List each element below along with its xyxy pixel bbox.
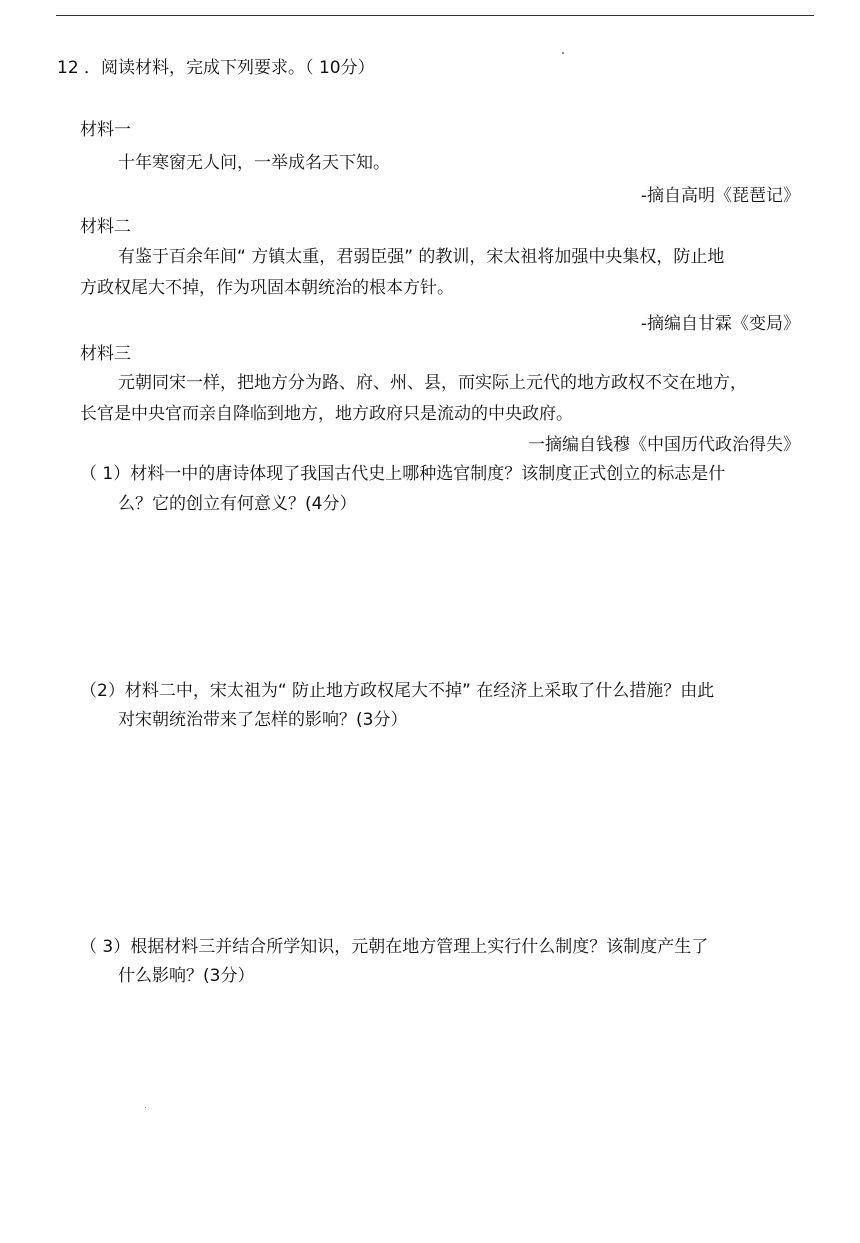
material-2-text-line-2: 方政权尾大不掉，作为巩固本朝统治的根本方针。 bbox=[80, 278, 454, 298]
subquestion-1-line-2: 么？它的创立有何意义？(4分） bbox=[118, 494, 357, 514]
subquestion-2-line-2: 对宋朝统治带来了怎样的影响？(3分） bbox=[118, 710, 408, 730]
material-1-label: 材料一 bbox=[80, 120, 131, 140]
material-2-source: -摘编自甘霖《变局》 bbox=[640, 314, 800, 334]
material-1-source: -摘自高明《琵琶记》 bbox=[640, 186, 800, 206]
material-2-label: 材料二 bbox=[80, 217, 131, 237]
material-1-text: 十年寒窗无人问，一举成名天下知。 bbox=[118, 153, 390, 173]
material-3-text-line-2: 长官是中央官而亲自降临到地方，地方政府只是流动的中央政府。 bbox=[80, 404, 573, 424]
top-rule bbox=[56, 15, 814, 16]
material-3-text-line-1: 元朝同宋一样，把地方分为路、府、州、县，而实际上元代的地方政权不交在地方， bbox=[118, 373, 747, 393]
material-2-text-line-1: 有鉴于百余年间“ 方镇太重，君弱臣强” 的教训，宋太祖将加强中央集权，防止地 bbox=[118, 247, 725, 267]
subquestion-1-line-1: （ 1）材料一中的唐诗体现了我国古代史上哪种选官制度？该制度正式创立的标志是什 bbox=[80, 464, 726, 484]
subquestion-3-line-1: （ 3）根据材料三并结合所学知识，元朝在地方管理上实行什么制度？该制度产生了 bbox=[80, 937, 709, 957]
subquestion-3-line-2: 什么影响？(3分） bbox=[118, 966, 255, 986]
stray-dot bbox=[145, 1107, 146, 1108]
material-3-label: 材料三 bbox=[80, 344, 131, 364]
subquestion-2-line-1: （2）材料二中，宋太祖为“ 防止地方政权尾大不掉” 在经济上采取了什么措施？由此 bbox=[80, 681, 715, 701]
material-3-source: 一摘编自钱穆《中国历代政治得失》 bbox=[528, 435, 800, 455]
question-header: 12 ．阅读材料，完成下列要求。（ 10分） bbox=[57, 58, 375, 78]
stray-dot bbox=[562, 52, 564, 54]
